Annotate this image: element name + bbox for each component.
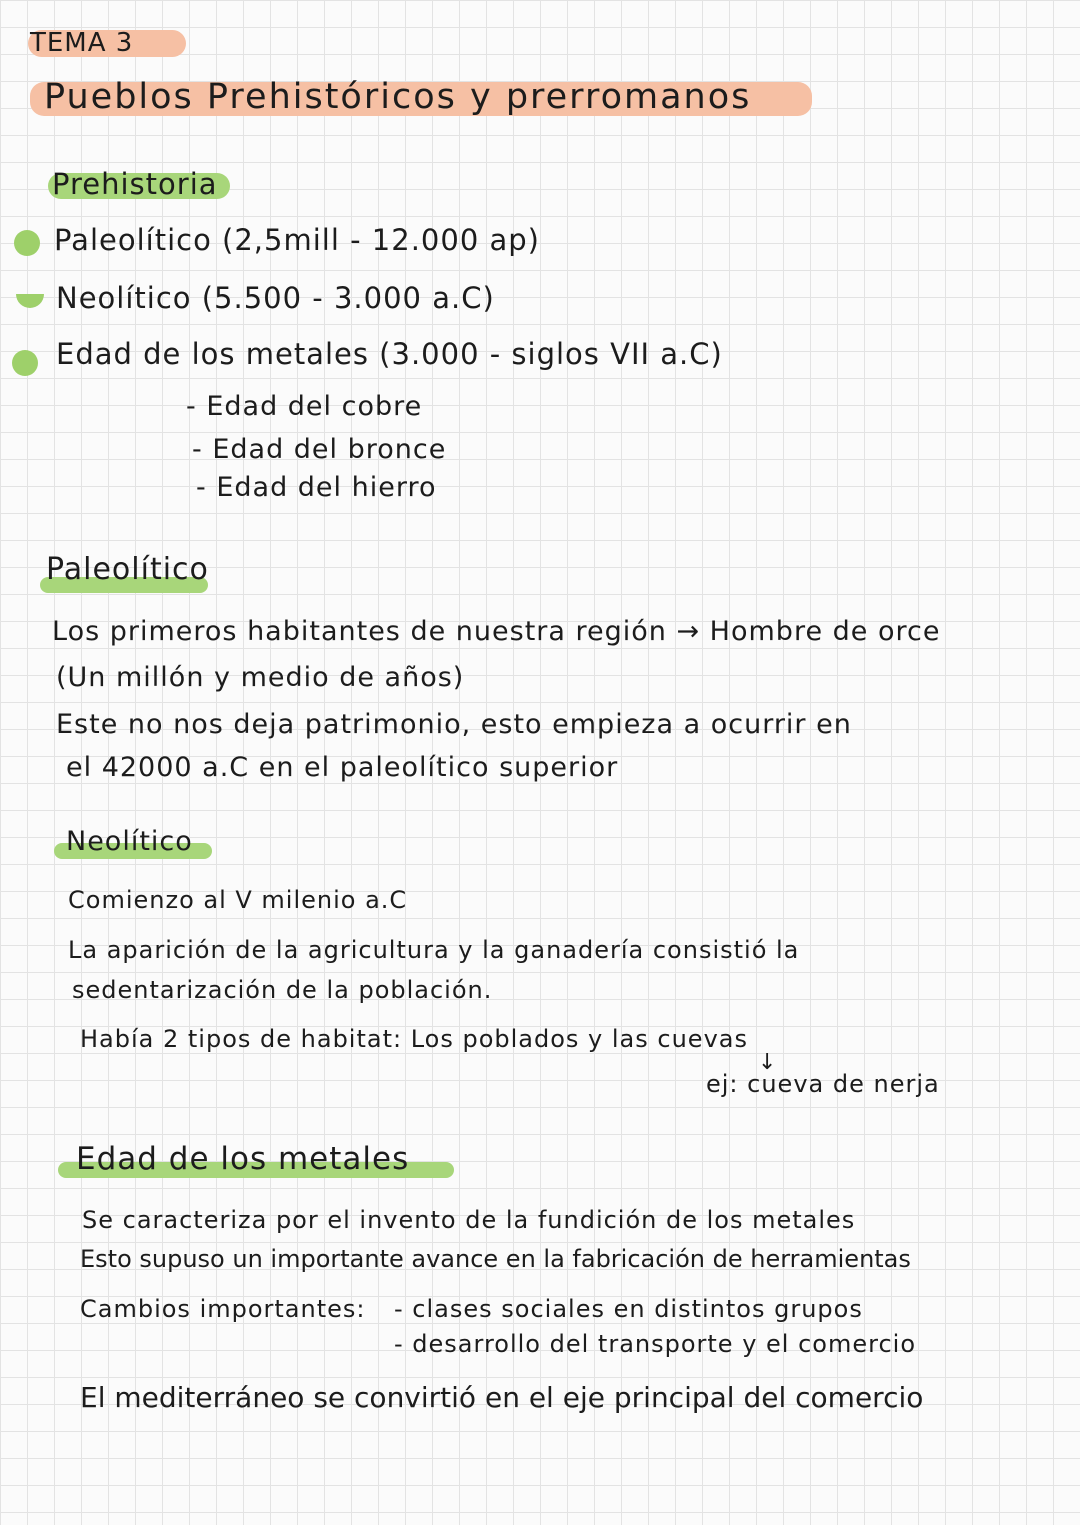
sub-list-item: - Edad del hierro <box>196 472 437 503</box>
body-line: La aparición de la agricultura y la ganadería consistió la <box>68 936 800 964</box>
section-heading-paleolitico: Paleolítico <box>46 552 209 587</box>
arrow-down-icon: ↓ <box>758 1050 778 1075</box>
body-line: Había 2 tipos de habitat: Los poblados y las cuevas <box>80 1025 748 1053</box>
body-line: Este no nos deja patrimonio, esto empieza a ocurrir en <box>56 709 852 740</box>
section-heading-metales: Edad de los metales <box>76 1141 410 1177</box>
body-line: Cambios importantes: <box>80 1295 366 1323</box>
sub-list-item: - Edad del bronce <box>192 434 447 465</box>
body-line: Esto supuso un importante avance en la fabricación de herramientas <box>80 1245 911 1273</box>
bullet-dot <box>16 294 44 308</box>
list-item: Neolítico (5.500 - 3.000 a.C) <box>56 281 495 315</box>
bullet-dot <box>12 350 38 376</box>
body-line: Los primeros habitantes de nuestra región → Hombre de orce <box>52 616 941 647</box>
section-heading-neolitico: Neolítico <box>66 826 193 857</box>
page-title: Pueblos Prehistóricos y prerromanos <box>44 77 752 117</box>
example-note: ej: cueva de nerja <box>706 1070 940 1098</box>
sub-list-item: - Edad del cobre <box>186 391 423 422</box>
section-heading-prehistoria: Prehistoria <box>52 167 218 201</box>
tema-label: TEMA 3 <box>30 28 134 58</box>
list-item: Edad de los metales (3.000 - siglos VII a.C) <box>56 337 723 371</box>
list-item: Paleolítico (2,5mill - 12.000 ap) <box>54 223 540 257</box>
body-line: (Un millón y medio de años) <box>56 662 465 693</box>
body-line: El mediterráneo se convirtió en el eje principal del comercio <box>80 1381 924 1414</box>
body-line: sedentarización de la población. <box>72 976 493 1004</box>
body-line: - clases sociales en distintos grupos <box>394 1295 863 1323</box>
body-line: el 42000 a.C en el paleolítico superior <box>66 752 619 783</box>
body-line: Se caracteriza por el invento de la fundición de los metales <box>82 1206 856 1234</box>
body-line: Comienzo al V milenio a.C <box>68 886 408 914</box>
body-line: - desarrollo del transporte y el comercio <box>394 1330 917 1358</box>
bullet-dot <box>14 230 40 256</box>
